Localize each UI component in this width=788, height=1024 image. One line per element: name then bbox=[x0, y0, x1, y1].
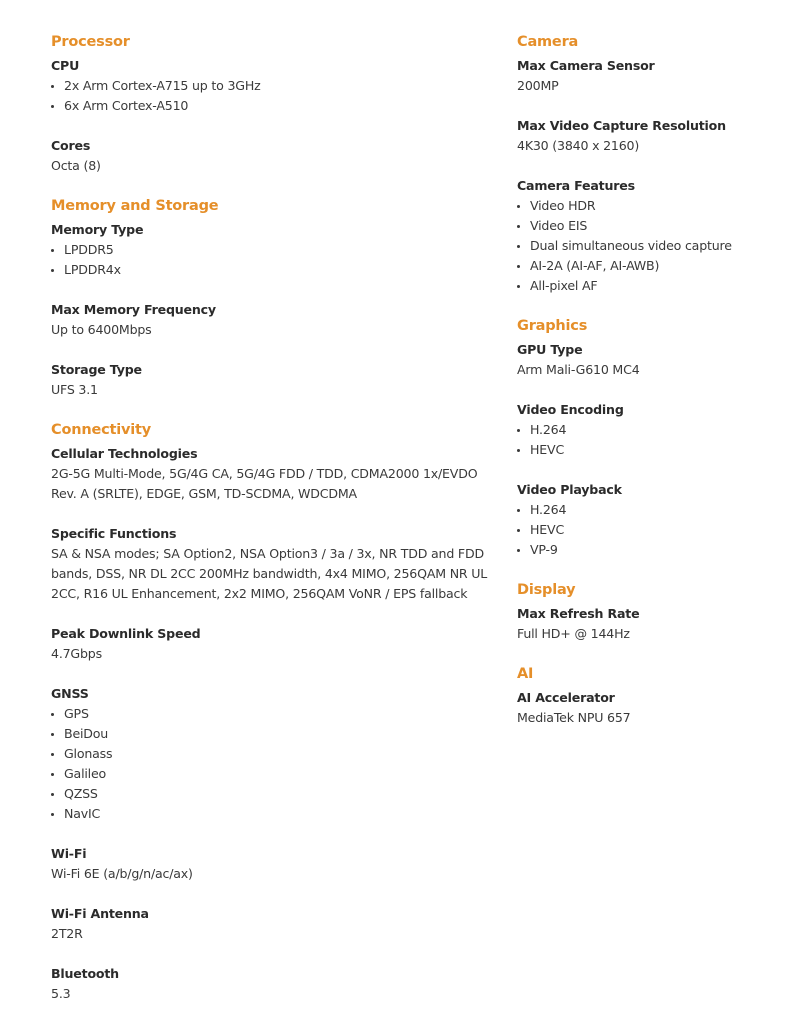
cores-label: Cores bbox=[51, 138, 91, 153]
list-item: Video HDR bbox=[517, 196, 777, 216]
gnss-spec bbox=[51, 684, 491, 824]
refresh-rate-spec bbox=[517, 604, 777, 644]
list-item: H.264 bbox=[517, 420, 777, 440]
list-item: 6x Arm Cortex-A510 bbox=[51, 96, 491, 116]
memory-section bbox=[51, 196, 491, 400]
gpu-type-value: Arm Mali-G610 MC4 bbox=[517, 362, 640, 377]
camera-features-spec bbox=[517, 176, 777, 296]
ai-accelerator-label: AI Accelerator bbox=[517, 690, 615, 705]
list-item: NavIC bbox=[51, 804, 491, 824]
list-item: Glonass bbox=[51, 744, 491, 764]
cores-spec bbox=[51, 136, 491, 176]
ai-accelerator-spec bbox=[517, 688, 777, 728]
list-item: HEVC bbox=[517, 520, 777, 540]
memory-type-label: Memory Type bbox=[51, 222, 144, 237]
wifi-label: Wi-Fi bbox=[51, 846, 87, 861]
cores-value: Octa (8) bbox=[51, 158, 101, 173]
list-item: H.264 bbox=[517, 500, 777, 520]
bluetooth-spec bbox=[51, 964, 491, 1004]
downlink-value: 4.7Gbps bbox=[51, 646, 102, 661]
wifi-antenna-spec bbox=[51, 904, 491, 944]
cellular-spec bbox=[51, 444, 491, 504]
cellular-value: 2G-5G Multi-Mode, 5G/4G CA, 5G/4G FDD / TDD, CDMA2000 1x/EVDO Rev. A (SRLTE), EDGE, GSM, TD-SCDMA, WDCDMA bbox=[51, 466, 478, 501]
ai-accelerator-value: MediaTek NPU 657 bbox=[517, 710, 631, 725]
list-item: Video EIS bbox=[517, 216, 777, 236]
camera-sensor-spec bbox=[517, 56, 777, 96]
processor-section bbox=[51, 32, 491, 176]
list-item: LPDDR4x bbox=[51, 260, 491, 280]
video-encoding-spec bbox=[517, 400, 777, 460]
video-encoding-label: Video Encoding bbox=[517, 402, 624, 417]
cpu-list bbox=[51, 76, 491, 116]
functions-spec bbox=[51, 524, 491, 604]
ai-heading: AI bbox=[517, 666, 534, 682]
right-column bbox=[517, 32, 777, 748]
left-column bbox=[51, 32, 491, 1024]
wifi-antenna-label: Wi-Fi Antenna bbox=[51, 906, 149, 921]
list-item: GPS bbox=[51, 704, 491, 724]
wifi-spec bbox=[51, 844, 491, 884]
memory-frequency-label: Max Memory Frequency bbox=[51, 302, 216, 317]
list-item: HEVC bbox=[517, 440, 777, 460]
memory-heading: Memory and Storage bbox=[51, 198, 219, 214]
list-item: BeiDou bbox=[51, 724, 491, 744]
gpu-type-spec bbox=[517, 340, 777, 380]
gpu-type-label: GPU Type bbox=[517, 342, 583, 357]
downlink-spec bbox=[51, 624, 491, 664]
list-item: Galileo bbox=[51, 764, 491, 784]
connectivity-heading: Connectivity bbox=[51, 422, 151, 438]
memory-type-list bbox=[51, 240, 491, 280]
list-item: VP-9 bbox=[517, 540, 777, 560]
storage-type-spec bbox=[51, 360, 491, 400]
video-capture-spec bbox=[517, 116, 777, 156]
video-capture-value: 4K30 (3840 x 2160) bbox=[517, 138, 640, 153]
display-heading: Display bbox=[517, 582, 576, 598]
memory-frequency-spec bbox=[51, 300, 491, 340]
storage-type-value: UFS 3.1 bbox=[51, 382, 98, 397]
list-item: 2x Arm Cortex-A715 up to 3GHz bbox=[51, 76, 491, 96]
video-encoding-list bbox=[517, 420, 777, 460]
wifi-antenna-value: 2T2R bbox=[51, 926, 83, 941]
memory-frequency-value: Up to 6400Mbps bbox=[51, 322, 152, 337]
cpu-label: CPU bbox=[51, 58, 80, 73]
downlink-label: Peak Downlink Speed bbox=[51, 626, 201, 641]
camera-section bbox=[517, 32, 777, 296]
camera-sensor-value: 200MP bbox=[517, 78, 559, 93]
memory-type-spec bbox=[51, 220, 491, 280]
list-item: All-pixel AF bbox=[517, 276, 777, 296]
graphics-section bbox=[517, 316, 777, 560]
list-item: AI-2A (AI-AF, AI-AWB) bbox=[517, 256, 777, 276]
functions-label: Specific Functions bbox=[51, 526, 177, 541]
refresh-rate-label: Max Refresh Rate bbox=[517, 606, 640, 621]
gnss-list bbox=[51, 704, 491, 824]
list-item: LPDDR5 bbox=[51, 240, 491, 260]
video-playback-spec bbox=[517, 480, 777, 560]
camera-features-list bbox=[517, 196, 777, 296]
cellular-label: Cellular Technologies bbox=[51, 446, 198, 461]
list-item: Dual simultaneous video capture bbox=[517, 236, 777, 256]
bluetooth-value: 5.3 bbox=[51, 986, 71, 1001]
wifi-value: Wi-Fi 6E (a/b/g/n/ac/ax) bbox=[51, 866, 193, 881]
processor-heading: Processor bbox=[51, 34, 130, 50]
bluetooth-label: Bluetooth bbox=[51, 966, 119, 981]
video-playback-list bbox=[517, 500, 777, 560]
connectivity-section bbox=[51, 420, 491, 1004]
refresh-rate-value: Full HD+ @ 144Hz bbox=[517, 626, 630, 641]
display-section bbox=[517, 580, 777, 644]
cpu-spec bbox=[51, 56, 491, 116]
camera-sensor-label: Max Camera Sensor bbox=[517, 58, 655, 73]
graphics-heading: Graphics bbox=[517, 318, 588, 334]
video-playback-label: Video Playback bbox=[517, 482, 622, 497]
list-item: QZSS bbox=[51, 784, 491, 804]
video-capture-label: Max Video Capture Resolution bbox=[517, 118, 726, 133]
camera-features-label: Camera Features bbox=[517, 178, 635, 193]
functions-value: SA & NSA modes; SA Option2, NSA Option3 / 3a / 3x, NR TDD and FDD bands, DSS, NR DL 2CC 200MHz bandwidth, 4x4 MIMO, 256QAM NR UL 2CC, R16 UL Enhancement, 2x2 MIMO, 256QAM VoNR / EPS fallback bbox=[51, 546, 488, 601]
gnss-label: GNSS bbox=[51, 686, 89, 701]
camera-heading: Camera bbox=[517, 34, 579, 50]
ai-section bbox=[517, 664, 777, 728]
storage-type-label: Storage Type bbox=[51, 362, 142, 377]
